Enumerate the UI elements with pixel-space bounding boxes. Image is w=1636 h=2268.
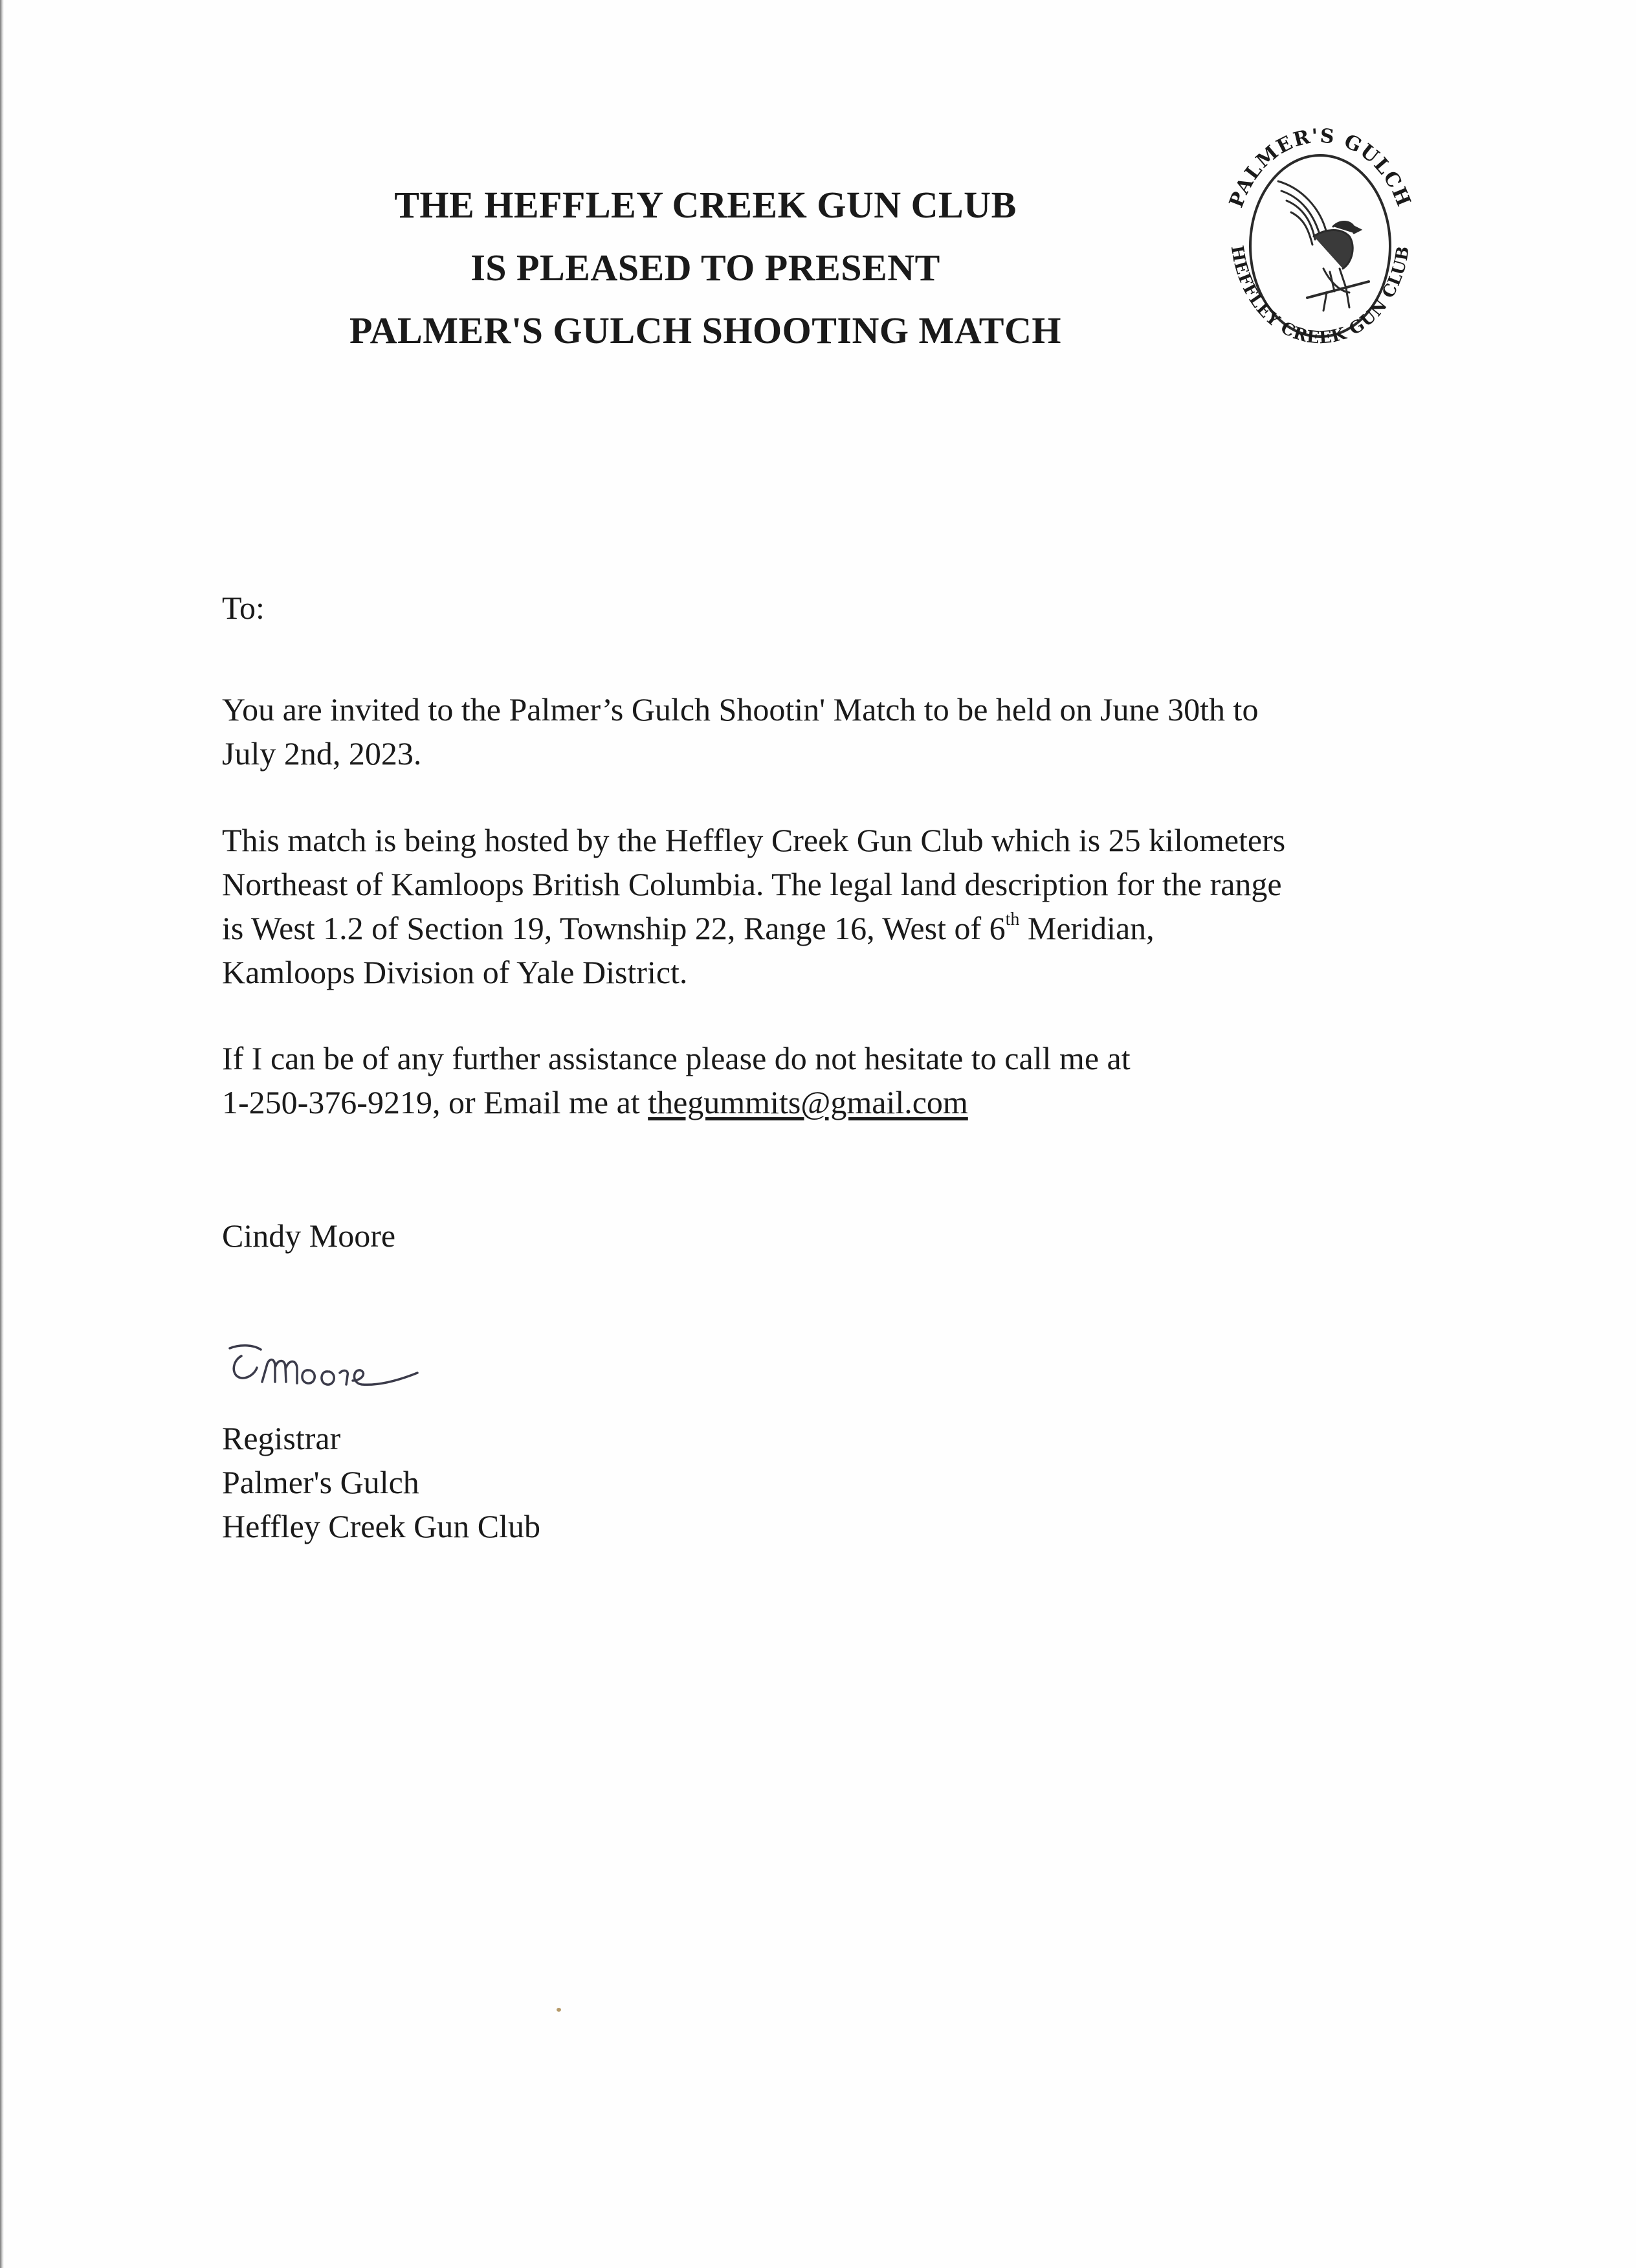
heading-line-3: PALMER'S GULCH SHOOTING MATCH [349,309,1061,351]
heading-line-2: IS PLEASED TO PRESENT [470,247,940,289]
signature [223,1330,469,1421]
contact-line-1: If I can be of any further assistance please do not hesitate to call me at [222,1040,1131,1076]
location-line-3-end: Meridian, [1019,910,1155,946]
eagle-icon [1278,181,1369,311]
email-link[interactable]: thegummits@gmail.com [648,1084,968,1120]
club-logo [1217,123,1424,369]
location-line-4: Kamloops Division of Yale District. [222,954,688,990]
logo-bottom-text: HEFFLEY CREEK GUN CLUB [1226,244,1414,348]
location-line-3-start: is West 1.2 of Section 19, Township 22, Range 16, West of 6 [222,910,1006,946]
sender-title: Registrar [222,1420,341,1456]
paragraph-location [222,818,1285,994]
sender-title-block [222,1416,540,1548]
location-line-1: This match is being hosted by the Heffley Creek Gun Club which is 25 kilometers [222,822,1286,858]
svg-text:PALMER'S GULCH [1225,125,1415,211]
paragraph-contact [222,1036,1131,1124]
contact-line-2 [222,1080,1131,1124]
scan-edge [0,0,4,2268]
sender-name: Cindy Moore [222,1217,396,1254]
svg-text:HEFFLEY CREEK GUN CLUB [1227,244,1413,348]
invitation-line-1: You are invited to the Palmer’s Gulch Shootin' Match to be held on June 30th to [222,691,1259,728]
location-line-2: Northeast of Kamloops British Columbia. The legal land description for the range [222,866,1282,902]
invitation-line-2: July 2nd, 2023. [222,735,422,772]
location-line-3 [222,906,1285,950]
ordinal-suffix: th [1005,909,1020,930]
salutation: To: [222,590,265,626]
letter-heading [259,173,1152,362]
heading-line-1: THE HEFFLEY CREEK GUN CLUB [394,184,1017,226]
contact-phone-text: 1-250-376-9219, or Email me at [222,1084,648,1120]
logo-top-text: PALMER'S GULCH [1225,124,1415,211]
scan-speck [557,2008,561,2012]
sender-event: Palmer's Gulch [222,1464,419,1500]
paragraph-invitation [222,687,1258,775]
sender-club: Heffley Creek Gun Club [222,1508,541,1544]
